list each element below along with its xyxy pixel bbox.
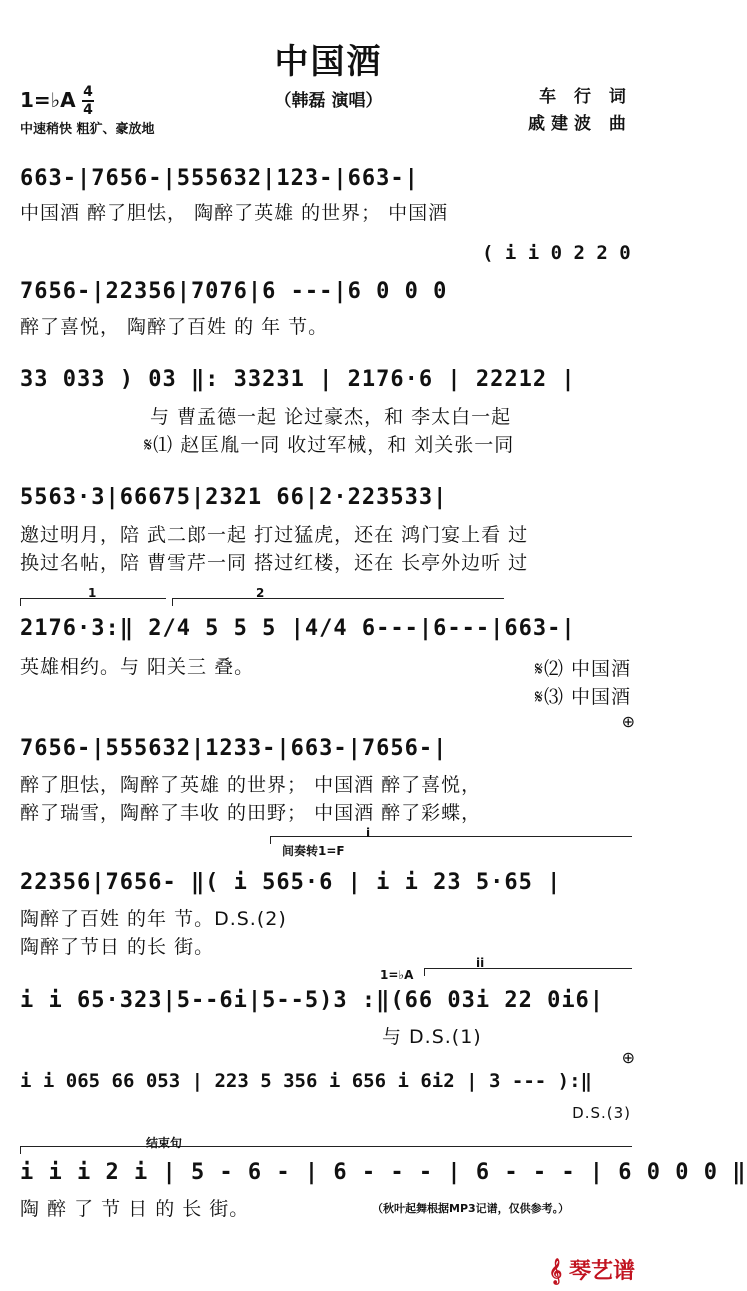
- row-10-notes: i i i 2 i | 5 - 6 - | 6 - - - | 6 - - - | 6 0 0 0 ‖: [20, 1160, 747, 1185]
- row-5-notes: 2176·3:‖ 2/4 5 5 5 |4/4 6---|6---|663-|: [20, 616, 576, 641]
- lyricist-credit: 车 行 词: [539, 87, 632, 107]
- volta-2-label: 2: [256, 586, 265, 600]
- volta-ii-label: ii: [476, 956, 485, 970]
- row-4-notes: 5563·3|66675|2321 66|2·223533|: [20, 485, 448, 510]
- row-7-notes: 22356|7656- ‖( i 565·6 | i i 23 5·65 |: [20, 870, 562, 895]
- ending-label: 结束句: [146, 1136, 183, 1150]
- row-8-notes: i i 65·323|5--6i|5--5)3 :‖(66 03i 22 0i6|: [20, 988, 605, 1013]
- row-2-lyrics: 醉了喜悦， 陶醉了百姓 的 年 节。: [20, 316, 329, 338]
- song-title: 中国酒: [274, 42, 383, 82]
- ds-3-label: D.S.(3): [572, 1104, 631, 1122]
- volta-1-label: 1: [88, 586, 97, 600]
- row-2-notes: 7656-|22356|7076|6 ---|6 0 0 0: [20, 279, 448, 304]
- coda-icon: ⊕: [621, 712, 635, 731]
- row-8-lyrics: 与 D.S.(1): [382, 1026, 482, 1048]
- volta-i-label: i: [366, 826, 371, 840]
- row-1-lyrics: 中国酒 醉了胆怯， 陶醉了英雄 的世界； 中国酒: [20, 202, 449, 224]
- credits: [528, 84, 632, 138]
- row-7-lyrics-1: 陶醉了百姓 的年 节。D.S.(2): [20, 908, 287, 930]
- row-6-notes: 7656-|555632|1233-|663-|7656-|: [20, 736, 448, 761]
- row-4-lyrics-1: 邀过明月，陪 武二郎一起 打过猛虎，还在 鸿门宴上看 过: [20, 524, 529, 546]
- row-3-lyrics-1: 与 曹孟德一起 论过豪杰，和 李太白一起: [150, 406, 512, 428]
- row-9-notes: i i 065 66 053 | 223 5 356 i 656 i 6i2 | 3 --- ):‖: [20, 1070, 592, 1092]
- time-numerator: 4: [83, 84, 93, 100]
- key-change-label: 1=♭A: [380, 968, 414, 982]
- key-signature: 1=♭A: [20, 88, 76, 112]
- segno-2-label: 𝄋⑵ 中国酒: [534, 658, 631, 680]
- time-denominator: 4: [83, 102, 93, 118]
- row-1-notes: 663-|7656-|555632|123-|663-|: [20, 166, 419, 191]
- row-3-lyrics-2: 𝄋⑴ 赵匡胤一同 收过军械，和 刘关张一同: [144, 434, 515, 456]
- row-6-lyrics-1: 醉了胆怯，陶醉了英雄 的世界； 中国酒 醉了喜悦，: [20, 774, 482, 796]
- singer-credit: （韩磊 演唱）: [274, 91, 383, 111]
- interlude-label: 间奏转1=F: [282, 844, 345, 858]
- tempo-marking: 中速稍快 粗犷、豪放地: [20, 122, 155, 137]
- transcription-note: （秋叶起舞根据MP3记谱，仅供参考。）: [372, 1202, 570, 1215]
- row-10-lyrics: 陶 醉 了 节 日 的 长 街。: [20, 1198, 250, 1220]
- segno-3-label: 𝄋⑶ 中国酒: [534, 686, 631, 708]
- brand-logo-text: 琴艺谱: [568, 1259, 635, 1284]
- row-4-lyrics-2: 换过名帖，陪 曹雪芹一同 搭过红楼，还在 长亭外边听 过: [20, 552, 529, 574]
- brand-logo: [549, 1254, 635, 1285]
- row-2-intro: ( i i 0 2 2 0: [482, 242, 631, 264]
- row-7-lyrics-2: 陶醉了节日 的长 街。: [20, 936, 215, 958]
- coda-icon-2: ⊕: [621, 1048, 635, 1067]
- composer-credit: 戚建波 曲: [528, 114, 632, 134]
- qinyipu-logo-icon: 𝄞: [549, 1259, 563, 1284]
- row-5-lyrics: 英雄相约。与 阳关三 叠。: [20, 656, 255, 678]
- row-3-notes: 33 033 ) 03 ‖: 33231 | 2176·6 | 22212 |: [20, 367, 576, 392]
- row-6-lyrics-2: 醉了瑞雪，陶醉了丰收 的田野； 中国酒 醉了彩蝶，: [20, 802, 482, 824]
